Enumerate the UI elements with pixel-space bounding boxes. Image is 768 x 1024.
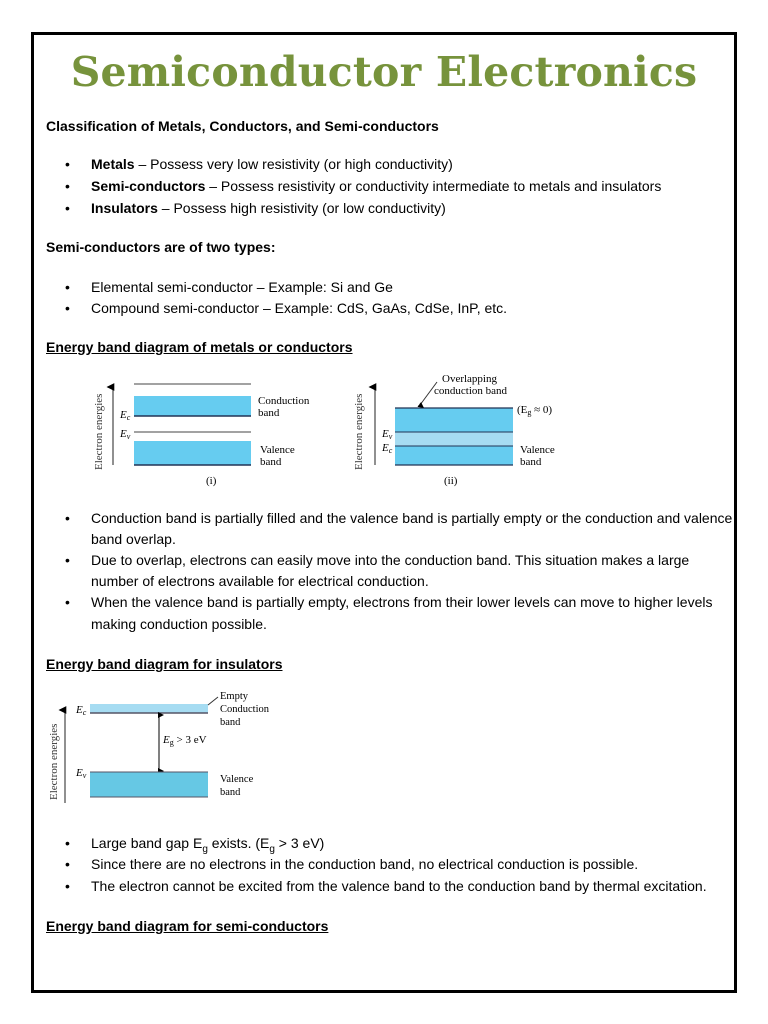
description: – Possess high resistivity (or low conductivity) xyxy=(157,200,446,216)
svg-text:Ec: Ec xyxy=(382,442,393,455)
caption: (i) xyxy=(206,475,217,487)
description: – Possess very low resistivity (or high conductivity) xyxy=(134,156,453,172)
list-item-continuation: number of electrons available for electrical conduction. xyxy=(91,573,429,589)
term: Insulators xyxy=(91,200,158,216)
svg-text:Ec: Ec xyxy=(76,704,87,717)
metals-band-diagram xyxy=(80,360,580,490)
svg-text:EmptyConductionband: Empty Conduction band xyxy=(220,691,269,728)
conduction-band xyxy=(134,396,251,416)
valence-band xyxy=(134,441,251,465)
classification-heading: Classification of Metals, Conductors, and Semi-conductors xyxy=(46,118,439,134)
list-item-text: Compound semi-conductor – Example: CdS, GaAs, CdSe, InP, etc. xyxy=(91,300,508,316)
svg-text:Valenceband: Valence band xyxy=(260,444,295,468)
list-item-text: Elemental semi-conductor – Example: Si and Ge xyxy=(91,279,393,295)
svg-text:Conductionband: Conduction band xyxy=(258,395,310,419)
svg-text:(ii): (ii) xyxy=(444,475,458,487)
svg-text:Valenceband: Valence band xyxy=(520,444,555,468)
insulator-band-diagram xyxy=(40,685,290,805)
svg-text:Ec: Ec xyxy=(120,409,131,422)
types-heading: Semi-conductors are of two types: xyxy=(46,239,276,255)
svg-text:(Eg ≈ 0): (Eg ≈ 0) xyxy=(517,404,553,417)
svg-text:Ev: Ev xyxy=(76,767,87,780)
metals-heading: Energy band diagram of metals or conductors xyxy=(46,339,353,355)
semiconductors-heading: Energy band diagram for semi-conductors xyxy=(46,918,329,934)
svg-text:Valenceband: Valence band xyxy=(220,774,254,798)
svg-text:Electron energies: Electron energies xyxy=(353,393,365,470)
svg-text:Overlappingconduction band: Overlapping conduction band xyxy=(434,373,508,397)
list-item-continuation: band overlap. xyxy=(91,531,176,547)
svg-text:Electron energies: Electron energies xyxy=(48,723,60,800)
svg-text:Ev: Ev xyxy=(382,428,393,441)
svg-text:Ev: Ev xyxy=(120,428,131,441)
axis-label: Electron energies xyxy=(93,393,105,470)
term: Semi-conductors xyxy=(91,178,206,194)
insulators-heading: Energy band diagram for insulators xyxy=(46,656,283,672)
term: Metals xyxy=(91,156,135,172)
page-title: Semiconductor Electronics xyxy=(70,48,698,96)
description: – Possess resistivity or conductivity intermediate to metals and insulators xyxy=(205,178,662,194)
list-item-continuation: making conduction possible. xyxy=(91,616,267,632)
svg-text:Eg > 3 eV: Eg > 3 eV xyxy=(163,734,207,747)
